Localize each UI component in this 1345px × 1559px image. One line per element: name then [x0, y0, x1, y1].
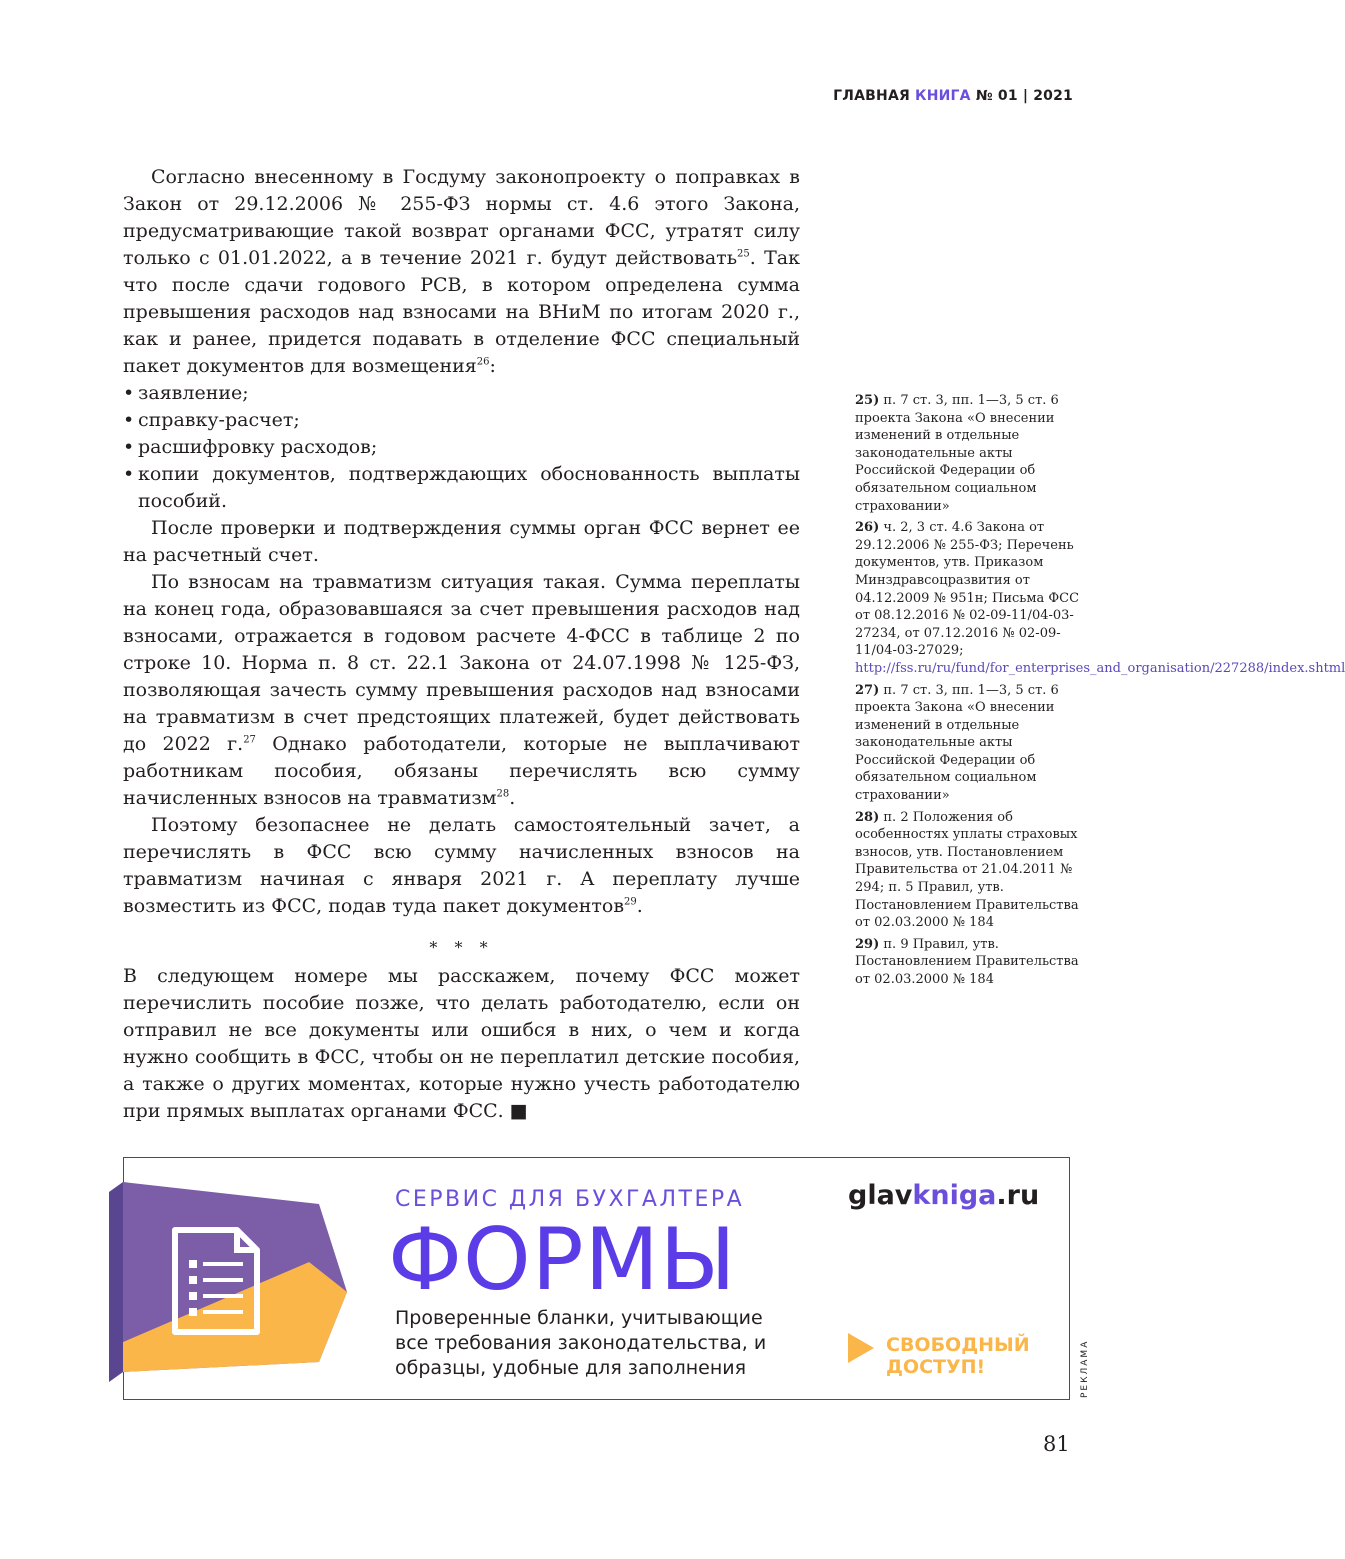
documents-list — [123, 380, 800, 515]
footnotes — [855, 392, 1345, 993]
page-number: 81 — [1043, 1432, 1070, 1456]
ad-description: Проверенные бланки, учитывающие все требования законодательства, и образцы, удобные для заполнения — [395, 1307, 767, 1379]
paragraph-2: После проверки и подтверждения суммы орган ФСС вернет ее на расчетный счет. — [123, 517, 800, 566]
forms-banner-graphic — [109, 1182, 354, 1382]
ad-title: ФОРМЫ — [388, 1210, 737, 1310]
footnote-29: 29) п. 9 Правил, утв. Постановлением Правительства от 02.03.2000 № 184 — [855, 936, 1079, 987]
brand-accent: КНИГА — [915, 88, 971, 104]
paragraph-4: Поэтому безопаснее не делать самостоятельный зачет, а перечислять в ФСС всю сумму начисленных взносов на травматизм начиная с января 2021 г. А переплату лучше возместить из ФСС, подав туда пакет документов$^{29}$. — [123, 814, 800, 917]
brand-main: ГЛАВНАЯ — [833, 88, 910, 104]
list-item: • справку-расчет; — [123, 407, 800, 434]
footnote-27: 27) п. 7 ст. 3, пп. 1—3, 5 ст. 6 проекта Закона «О внесении изменений в отдельные законодательные акты Российской Федерации об обязательном социальном страховании» — [855, 682, 1059, 804]
fss-link[interactable]: http://fss.ru/ru/fund/for_enterprises_and_organisation/227288/index.shtml — [855, 660, 1345, 676]
list-item: • расшифровку расходов; — [123, 434, 800, 461]
list-item: • заявление; — [123, 380, 800, 407]
issue-number: № 01 | 2021 — [975, 88, 1073, 104]
free-access-label: СВОБОДНЫЙ ДОСТУП! — [886, 1334, 1030, 1378]
footnote-ref-26[interactable]: 26 — [476, 356, 490, 368]
running-header — [833, 88, 1073, 104]
section-divider: * * * — [429, 938, 494, 957]
footnote-26: 26) ч. 2, 3 ст. 4.6 Закона от 29.12.2006 № 255-ФЗ; Перечень документов, утв. Приказом Минздравсоцразвития от 04.12.2009 № 951н; Письма ФСС от 08.12.2016 № 02-09-11/04-03-27234, от 07.12.2016 № 02-09-11/04-03-27029; http://fss.ru/ru/fund/for_enterprises_and_organisation/227288/index.shtml — [855, 520, 1345, 676]
article-body — [123, 164, 800, 1125]
footnote-28: 28) п. 2 Положения об особенностях уплаты страховых взносов, утв. Постановлением Правительства от 21.04.2011 № 294; п. 5 Правил, утв. Постановлением Правительства от 02.03.2000 № 184 — [855, 809, 1079, 931]
advertising-label: РЕКЛАМА — [1080, 1339, 1090, 1398]
paragraph-3: По взносам на травматизм ситуация такая. Сумма переплаты на конец года, образовавшаяся за счет превышения расходов над взносами, отражается в годовом расчете 4-ФСС в таблице 2 по строке 10. Норма п. 8 ст. 22.1 Закона от 24.07.1998 № 125-ФЗ, позволяющая зачесть сумму превышения расходов над взносами на травматизм в счет предстоящих платежей, будет действовать до 2022 г.$^{27}$ Однако работодатели, которые не выплачивают работникам пособия, обязаны перечислять всю сумму начисленных взносов на травматизм$^{28}$. — [123, 571, 800, 809]
list-item: • копии документов, подтверждающих обоснованность выплаты пособий. — [123, 461, 800, 515]
footnote-ref-27[interactable]: 27 — [243, 734, 256, 746]
paragraph-1: Согласно внесенному в Госдуму законопроекту о поправках в Закон от 29.12.2006 № 255-ФЗ нормы ст. 4.6 этого Закона, предусматривающие такой возврат органами ФСС, утратят силу только с 01.01.2022, а в течение 2021 г. будут действовать$^{25}$. Так что после сдачи годового РСВ, в котором определена сумма превышения расходов над взносами на ВНиМ по итогам 2020 г., как и ранее, придется подавать в отделение ФСС специальный пакет документов для возмещения$^{26}$: — [123, 166, 800, 377]
play-arrow-icon — [848, 1333, 876, 1363]
footnote-ref-28[interactable]: 28 — [496, 788, 510, 800]
ad-kicker: СЕРВИС ДЛЯ БУХГАЛТЕРА — [395, 1187, 745, 1212]
footnote-ref-29[interactable]: 29 — [624, 896, 637, 908]
paragraph-5: В следующем номере мы расскажем, почему ФСС может перечислить пособие позже, что делать работодателю, если он отправил не все документы или ошибся в них, о чем и когда нужно сообщить в ФСС, чтобы он не переплатил детские пособия, а также о других моментах, которые нужно учесть работодателю при прямых выплатах органами ФСС. ■ — [123, 965, 800, 1122]
footnote-25: 25) п. 7 ст. 3, пп. 1—3, 5 ст. 6 проекта Закона «О внесении изменений в отдельные законодательные акты Российской Федерации об обязательном социальном страховании» — [855, 393, 1059, 514]
footnote-ref-25[interactable]: 25 — [737, 248, 750, 260]
ad-site-link[interactable]: glavkniga.ru — [848, 1180, 1040, 1211]
